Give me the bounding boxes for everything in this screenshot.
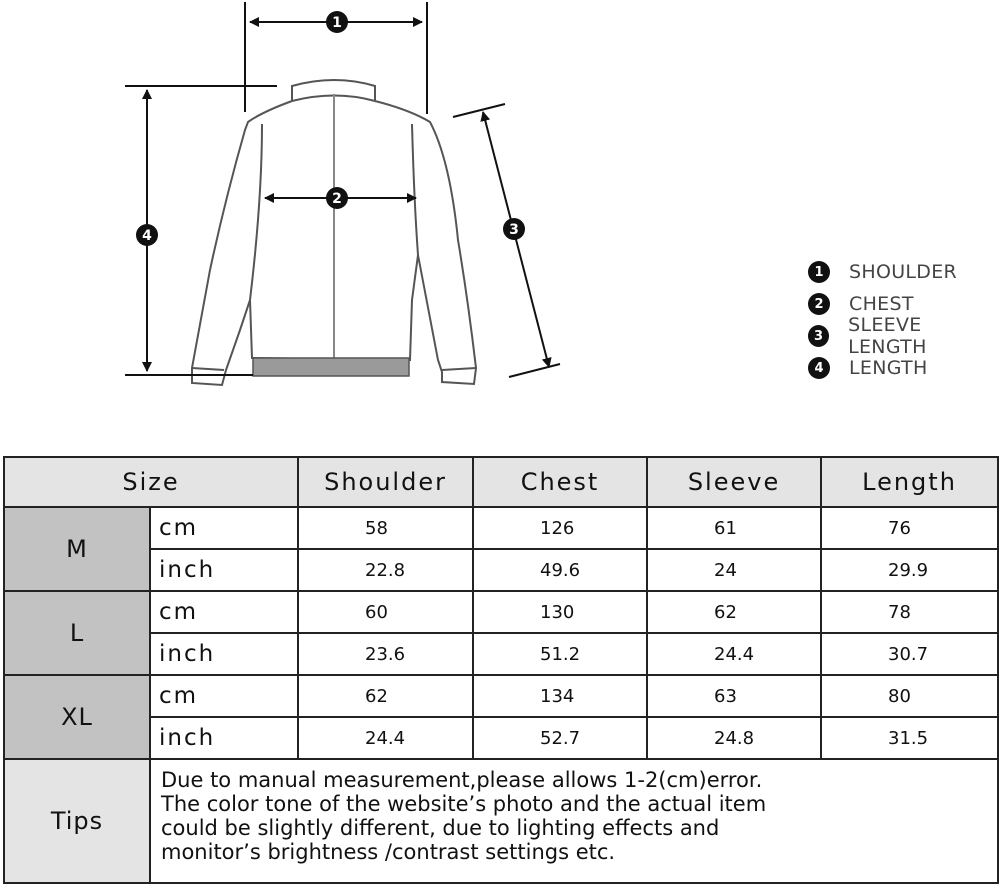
size-label-xl: XL: [4, 675, 150, 759]
header-size: Size: [4, 457, 298, 507]
sleeve-value: 24.8: [647, 717, 821, 759]
header-length: Length: [821, 457, 998, 507]
legend-label: CHEST: [849, 293, 914, 315]
sleeve-value: 24.4: [647, 633, 821, 675]
length-value: 31.5: [821, 717, 998, 759]
sleeve-value: 62: [647, 591, 821, 633]
unit-label: cm: [150, 507, 298, 549]
legend-badge: 4: [808, 357, 830, 379]
tips-line: The color tone of the website’s photo and the actual item: [161, 792, 767, 816]
header-chest: Chest: [473, 457, 647, 507]
length-value: 80: [821, 675, 998, 717]
tips-text: [150, 759, 998, 883]
tips-label: Tips: [4, 759, 150, 883]
jacket-hem-band: [253, 358, 409, 376]
table-row: [4, 549, 998, 591]
legend-badge: 2: [808, 293, 830, 315]
measurement-legend: [808, 256, 1000, 384]
table-row: [4, 675, 998, 717]
legend-label: SLEEVE LENGTH: [848, 314, 927, 358]
tips-row: [4, 759, 998, 883]
svg-text:1: 1: [332, 15, 342, 31]
shoulder-value: 23.6: [298, 633, 473, 675]
legend-item-sleeve-length: [808, 314, 1000, 358]
unit-label: inch: [150, 549, 298, 591]
svg-text:2: 2: [332, 191, 342, 207]
shoulder-value: 24.4: [298, 717, 473, 759]
chest-value: 126: [473, 507, 647, 549]
table-row: [4, 507, 998, 549]
shoulder-value: 62: [298, 675, 473, 717]
svg-text:4: 4: [142, 228, 152, 244]
legend-badge: 1: [808, 261, 830, 283]
chest-value: 49.6: [473, 549, 647, 591]
unit-label: inch: [150, 633, 298, 675]
shoulder-value: 22.8: [298, 549, 473, 591]
size-chart-table: [3, 456, 999, 884]
tips-line: monitor’s brightness /contrast settings etc.: [161, 840, 616, 864]
unit-label: inch: [150, 717, 298, 759]
size-label-l: L: [4, 591, 150, 675]
sleeve-value: 63: [647, 675, 821, 717]
length-value: 29.9: [821, 549, 998, 591]
legend-label: SHOULDER: [849, 261, 958, 283]
legend-label: LENGTH: [849, 357, 928, 379]
jacket-outline: [192, 80, 476, 385]
table-header-row: [4, 457, 998, 507]
length-value: 78: [821, 591, 998, 633]
marker-shoulder: [326, 11, 348, 33]
shoulder-value: 60: [298, 591, 473, 633]
table-row: [4, 717, 998, 759]
marker-chest: [326, 187, 348, 209]
legend-item-shoulder: [808, 256, 1000, 288]
svg-text:3: 3: [509, 222, 519, 238]
length-value: 76: [821, 507, 998, 549]
chest-value: 51.2: [473, 633, 647, 675]
marker-sleeve: [503, 218, 525, 240]
header-sleeve: Sleeve: [647, 457, 821, 507]
tips-line: could be slightly different, due to lighting effects and: [161, 816, 720, 840]
table-row: [4, 591, 998, 633]
unit-label: cm: [150, 675, 298, 717]
shoulder-value: 58: [298, 507, 473, 549]
chest-value: 52.7: [473, 717, 647, 759]
size-label-m: M: [4, 507, 150, 591]
header-shoulder: Shoulder: [298, 457, 473, 507]
table-row: [4, 633, 998, 675]
tips-line: Due to manual measurement,please allows 1-2(cm)error.: [161, 768, 763, 792]
marker-length: [136, 224, 158, 246]
sleeve-value: 24: [647, 549, 821, 591]
unit-label: cm: [150, 591, 298, 633]
sleeve-value: 61: [647, 507, 821, 549]
chest-value: 134: [473, 675, 647, 717]
chest-value: 130: [473, 591, 647, 633]
length-value: 30.7: [821, 633, 998, 675]
legend-badge: 3: [808, 325, 829, 347]
